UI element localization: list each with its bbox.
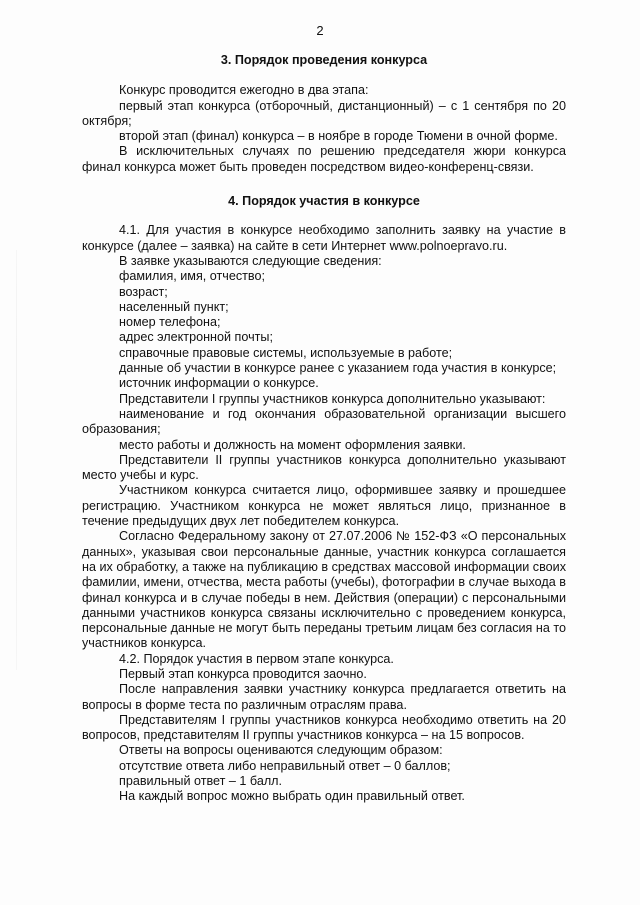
paragraph-group1-work: место работы и должность на момент оформления заявки.	[119, 437, 466, 452]
list-item: адрес электронной почты;	[119, 330, 273, 345]
paragraph-questions: Представителям I группы участников конкурса необходимо ответить на 20 вопросов, представителям II группы участников конкурса – на 15 вопросов.	[82, 712, 566, 743]
list-item: отсутствие ответа либо неправильный ответ – 0 баллов;	[119, 758, 451, 773]
paragraph-scoring-intro: Ответы на вопросы оцениваются следующим образом:	[119, 743, 443, 758]
info-list	[82, 269, 566, 391]
list-item: источник информации о конкурсе.	[119, 376, 319, 391]
paragraph-group1-intro: Представители I группы участников конкурса дополнительно указывают:	[119, 391, 546, 406]
paragraph-group2: Представители II группы участников конкурса дополнительно указывают место учебы и курс.	[82, 452, 566, 483]
scoring-list	[82, 759, 566, 790]
paragraph-personal-data-law: Согласно Федеральному закону от 27.07.2006 № 152-ФЗ «О персональных данных», указывая свои персональные данные, участник конкурса соглашается на их обработку, а также на публикацию в средствах массовой информации своих фамилии, имени, отчества, места работы (учебы), фотографии в случае выхода в финал конкурса и в случае победы в нем. Действия (операции) с персональными данными участников конкурса связаны исключительно с проведением конкурса, персональные данные не могут быть переданы третьим лицам без согласия на то участников конкурса.	[82, 529, 566, 651]
list-item: фамилия, имя, отчество;	[119, 269, 265, 284]
scan-edge-mark	[16, 250, 17, 670]
paragraph-4-1: 4.1. Для участия в конкурсе необходимо заполнить заявку на участие в конкурсе (далее – заявка) на сайте в сети Интернет www.polnoepravo.ru.	[82, 223, 566, 253]
paragraph-group1-education: наименование и год окончания образовательной организации высшего образования;	[82, 406, 566, 437]
paragraph-remote: Первый этап конкурса проводится заочно.	[119, 666, 367, 681]
paragraph-exceptional: В исключительных случаях по решению председателя жюри конкурса финал конкурса может быть проведен посредством видео-конференц-связи.	[82, 144, 566, 174]
section-3-heading: 3. Порядок проведения конкурса	[220, 53, 428, 67]
list-item: населенный пункт;	[119, 299, 229, 314]
paragraph-participant: Участником конкурса считается лицо, оформившее заявку и прошедшее регистрацию. Участником конкурса не может являться лицо, признанное в течение предыдущих двух лет победителем конкурса.	[82, 483, 566, 529]
paragraph-one-answer: На каждый вопрос можно выбрать один правильный ответ.	[119, 789, 465, 804]
section-4-heading: 4. Порядок участия в конкурсе	[228, 194, 420, 209]
paragraph-stages: Конкурс проводится ежегодно в два этапа:	[119, 83, 369, 98]
paragraph-second-stage: второй этап (финал) конкурса – в ноябре в городе Тюмени в очной форме.	[119, 129, 558, 144]
document-body	[82, 53, 566, 805]
paragraph-after-application: После направления заявки участнику конкурса предлагается ответить на вопросы в форме теста по различным отраслям права.	[82, 682, 566, 712]
list-item: справочные правовые системы, используемые в работе;	[119, 345, 453, 360]
paragraph-4-2: 4.2. Порядок участия в первом этапе конкурса.	[119, 651, 394, 666]
list-item: возраст;	[119, 284, 168, 299]
page-number: 2	[316, 23, 324, 38]
list-item: правильный ответ – 1 балл.	[119, 774, 283, 789]
paragraph-info-intro: В заявке указываются следующие сведения:	[119, 253, 382, 268]
list-item: номер телефона;	[119, 315, 221, 330]
list-item: данные об участии в конкурсе ранее с указанием года участия в конкурсе;	[119, 361, 557, 376]
paragraph-first-stage: первый этап конкурса (отборочный, дистанционный) – с 1 сентября по 20 октября;	[82, 98, 566, 128]
